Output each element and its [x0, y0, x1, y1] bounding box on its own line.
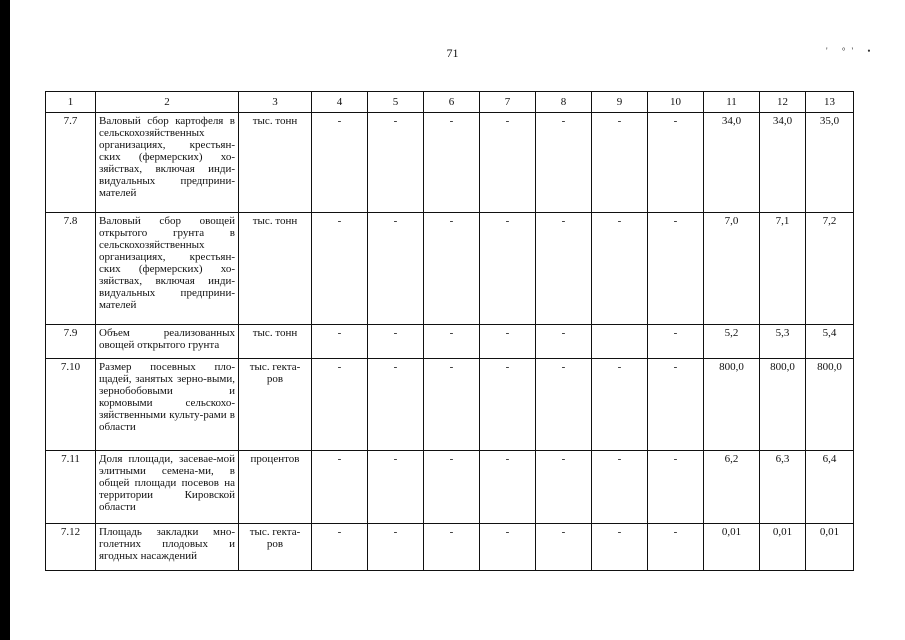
value-cell [592, 325, 648, 359]
row-unit: тыс. тонн [239, 113, 312, 213]
row-description: Валовый сбор картофеля в сельскохозяйственных организациях, крестьян-ских (фермерских) хо-зяйствах, включая инди-видуальных предприни-мателей [96, 113, 239, 213]
value-cell: 5,3 [760, 325, 806, 359]
value-cell: 34,0 [704, 113, 760, 213]
row-unit: тыс. тонн [239, 325, 312, 359]
value-cell: - [592, 451, 648, 524]
column-header: 4 [312, 92, 368, 113]
value-cell: - [312, 113, 368, 213]
value-cell: - [424, 325, 480, 359]
column-header: 7 [480, 92, 536, 113]
value-cell: - [480, 359, 536, 451]
column-header: 5 [368, 92, 424, 113]
row-code: 7.12 [46, 524, 96, 571]
value-cell: - [536, 451, 592, 524]
value-cell: 6,3 [760, 451, 806, 524]
value-cell: - [368, 113, 424, 213]
corner-marks: ' °' • [826, 46, 877, 56]
page-number: 71 [446, 46, 459, 60]
value-cell: 5,2 [704, 325, 760, 359]
data-table [45, 91, 854, 571]
value-cell: - [368, 451, 424, 524]
value-cell: - [424, 213, 480, 325]
value-cell: - [312, 213, 368, 325]
value-cell: - [368, 213, 424, 325]
value-cell: - [592, 113, 648, 213]
row-code: 7.7 [46, 113, 96, 213]
row-unit: тыс. тонн [239, 213, 312, 325]
value-cell: - [648, 113, 704, 213]
value-cell: 5,4 [806, 325, 854, 359]
column-header: 12 [760, 92, 806, 113]
value-cell: 6,4 [806, 451, 854, 524]
column-header: 3 [239, 92, 312, 113]
value-cell: 7,2 [806, 213, 854, 325]
row-description: Доля площади, засевае-мой элитными семена-ми, в общей площади посевов на территории Кировской области [96, 451, 239, 524]
table-row [46, 213, 854, 325]
value-cell: 800,0 [704, 359, 760, 451]
value-cell: - [592, 213, 648, 325]
value-cell: - [312, 325, 368, 359]
value-cell: 35,0 [806, 113, 854, 213]
row-code: 7.8 [46, 213, 96, 325]
table-row [46, 524, 854, 571]
column-header: 2 [96, 92, 239, 113]
row-unit: процентов [239, 451, 312, 524]
row-unit: тыс. гекта-ров [239, 359, 312, 451]
value-cell: - [480, 325, 536, 359]
column-header: 8 [536, 92, 592, 113]
value-cell: 800,0 [760, 359, 806, 451]
row-description: Размер посевных пло-щадей, занятых зерно-выми, зернобобовыми и кормовыми сельскохо-зяйственными культу-рами в области [96, 359, 239, 451]
value-cell: - [536, 524, 592, 571]
value-cell: 34,0 [760, 113, 806, 213]
header-row [46, 92, 854, 113]
value-cell: - [312, 359, 368, 451]
value-cell: - [312, 524, 368, 571]
column-header: 9 [592, 92, 648, 113]
column-header: 11 [704, 92, 760, 113]
value-cell: 800,0 [806, 359, 854, 451]
value-cell: 0,01 [806, 524, 854, 571]
value-cell: - [312, 451, 368, 524]
value-cell: - [480, 451, 536, 524]
column-header: 13 [806, 92, 854, 113]
value-cell: 6,2 [704, 451, 760, 524]
value-cell: - [480, 113, 536, 213]
row-code: 7.9 [46, 325, 96, 359]
value-cell: - [424, 451, 480, 524]
value-cell: - [648, 524, 704, 571]
value-cell: - [536, 113, 592, 213]
value-cell: - [424, 359, 480, 451]
value-cell: - [592, 359, 648, 451]
row-code: 7.11 [46, 451, 96, 524]
value-cell: - [648, 451, 704, 524]
row-code: 7.10 [46, 359, 96, 451]
column-header: 10 [648, 92, 704, 113]
value-cell: - [368, 524, 424, 571]
value-cell: - [592, 524, 648, 571]
table-row [46, 113, 854, 213]
value-cell: - [424, 113, 480, 213]
table-row [46, 325, 854, 359]
value-cell: - [648, 359, 704, 451]
value-cell: - [648, 325, 704, 359]
value-cell: 7,0 [704, 213, 760, 325]
row-description: Площадь закладки мно-голетних плодовых и ягодных насаждений [96, 524, 239, 571]
table-row [46, 359, 854, 451]
value-cell: - [368, 325, 424, 359]
value-cell: 0,01 [760, 524, 806, 571]
column-header: 6 [424, 92, 480, 113]
value-cell: - [536, 359, 592, 451]
value-cell: - [424, 524, 480, 571]
column-header: 1 [46, 92, 96, 113]
value-cell: - [480, 524, 536, 571]
table-row [46, 451, 854, 524]
row-description: Валовый сбор овощей открытого грунта в сельскохозяйственных организациях, крестьян-ских (фермерских) хо-зяйствах, включая инди-видуальных предприни-мателей [96, 213, 239, 325]
value-cell: - [648, 213, 704, 325]
value-cell: - [536, 325, 592, 359]
row-unit: тыс. гекта-ров [239, 524, 312, 571]
value-cell: 7,1 [760, 213, 806, 325]
value-cell: - [480, 213, 536, 325]
row-description: Объем реализованных овощей открытого грунта [96, 325, 239, 359]
value-cell: - [368, 359, 424, 451]
value-cell: 0,01 [704, 524, 760, 571]
scan-edge [0, 0, 10, 640]
value-cell: - [536, 213, 592, 325]
